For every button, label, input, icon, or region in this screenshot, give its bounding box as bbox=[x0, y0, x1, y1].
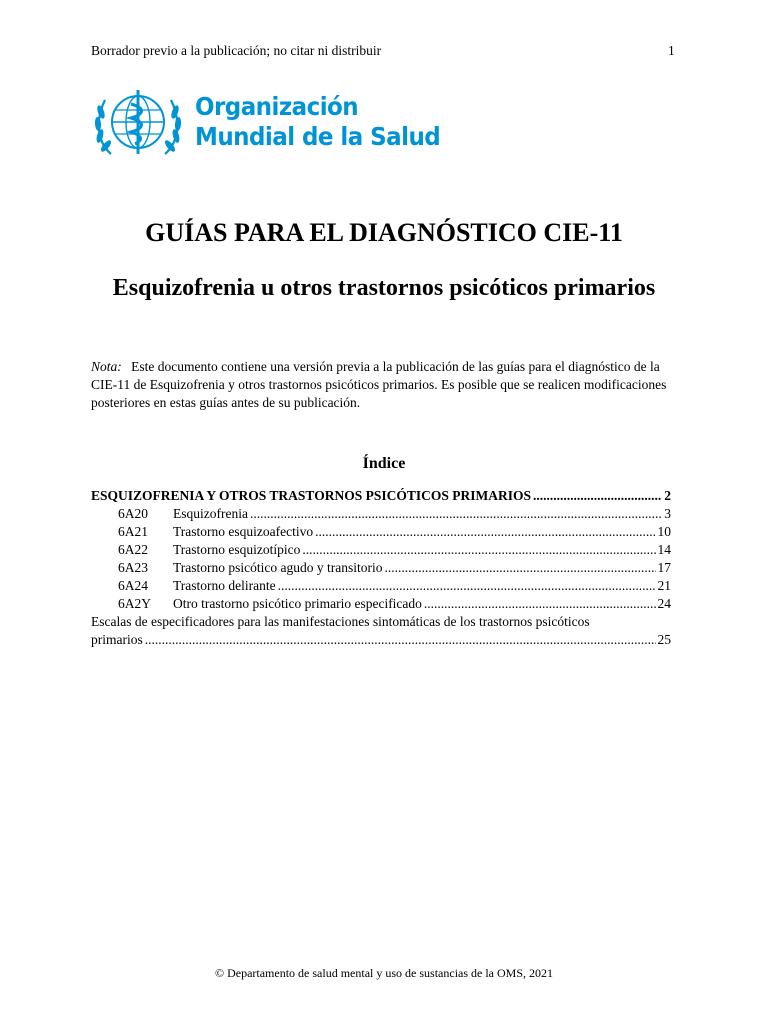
toc-entry-page: 14 bbox=[657, 542, 671, 557]
toc-entry-page: 3 bbox=[664, 506, 671, 521]
toc-leader bbox=[315, 523, 655, 541]
document-subtitle: Esquizofrenia u otros trastornos psicóticos primarios bbox=[112, 275, 656, 301]
toc-scales-entry[interactable] bbox=[91, 613, 671, 649]
toc-leader bbox=[302, 541, 655, 559]
toc-scales-line-2: primarios bbox=[91, 632, 143, 647]
toc-entry-title: ESQUIZOFRENIA Y OTROS TRASTORNOS PSICÓTICOS PRIMARIOS bbox=[91, 488, 531, 503]
toc-entry-page: 17 bbox=[657, 560, 671, 575]
toc-entry-page: 24 bbox=[657, 596, 671, 611]
toc-entry[interactable] bbox=[91, 577, 671, 595]
index-heading: Índice bbox=[362, 455, 406, 472]
toc-entry-code: 6A20 bbox=[118, 506, 148, 521]
toc-entry-code: 6A22 bbox=[118, 542, 148, 557]
toc-entry-title: Trastorno psicótico agudo y transitorio bbox=[173, 560, 383, 575]
note-paragraph bbox=[91, 358, 681, 412]
logo-line-1: Organización bbox=[195, 92, 359, 121]
toc-entry-code: 6A23 bbox=[118, 560, 148, 575]
toc-entry[interactable] bbox=[91, 595, 671, 613]
toc-entry-title: Trastorno delirante bbox=[173, 578, 276, 593]
toc-scales-line-1: Escalas de especificadores para las manifestaciones sintomáticas de los trastornos psicóticos bbox=[91, 614, 590, 629]
toc-entry[interactable] bbox=[91, 559, 671, 577]
toc-leader bbox=[533, 487, 662, 505]
toc-entry-page: 21 bbox=[657, 578, 671, 593]
who-emblem-icon bbox=[91, 84, 185, 160]
toc-entry-title: Trastorno esquizotípico bbox=[173, 542, 301, 557]
toc-leader bbox=[278, 577, 656, 595]
document-title: GUÍAS PARA EL DIAGNÓSTICO CIE-11 bbox=[145, 218, 623, 247]
toc-leader bbox=[145, 631, 656, 649]
toc-entry-code: 6A24 bbox=[118, 578, 148, 593]
toc-main-entry[interactable] bbox=[91, 487, 671, 505]
toc-leader bbox=[250, 505, 662, 523]
toc-entry[interactable] bbox=[91, 505, 671, 523]
toc-entry-page: 10 bbox=[657, 524, 671, 539]
toc-entry-page: 25 bbox=[657, 632, 671, 647]
toc-leader bbox=[424, 595, 656, 613]
who-logo bbox=[91, 84, 462, 160]
toc-entry[interactable] bbox=[91, 541, 671, 559]
table-of-contents bbox=[91, 487, 671, 649]
toc-entry-title: Esquizofrenia bbox=[173, 506, 248, 521]
draft-notice: Borrador previo a la publicación; no citar ni distribuir bbox=[91, 43, 382, 58]
toc-entry[interactable] bbox=[91, 523, 671, 541]
copyright-footer: © Departamento de salud mental y uso de sustancias de la OMS, 2021 bbox=[214, 966, 554, 980]
toc-entry-title: Trastorno esquizoafectivo bbox=[173, 524, 314, 539]
toc-entry-title: Otro trastorno psicótico primario especificado bbox=[173, 596, 422, 611]
note-label: Nota: bbox=[91, 359, 122, 374]
who-wordmark bbox=[195, 92, 440, 152]
toc-leader bbox=[384, 559, 655, 577]
toc-entry-code: 6A21 bbox=[118, 524, 148, 539]
page-number: 1 bbox=[668, 43, 675, 58]
toc-entry-code: 6A2Y bbox=[118, 596, 151, 611]
note-text: Este documento contiene una versión previa a la publicación de las guías para el diagnóstico de la CIE-11 de Esquizofrenia y otros trastornos psicóticos primarios. Es posible que se realicen modificaciones posteriores en estas guías antes de su publicación. bbox=[91, 359, 667, 410]
toc-entry-page: 2 bbox=[664, 488, 671, 503]
logo-line-2: Mundial de la Salud bbox=[195, 122, 441, 151]
